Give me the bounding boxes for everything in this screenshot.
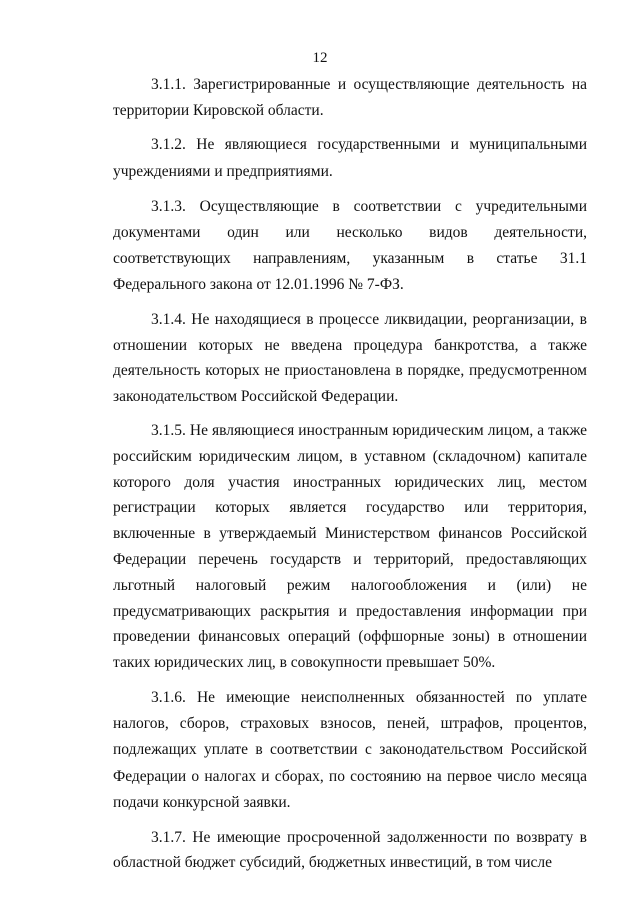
paragraph-3-1-5: 3.1.5. Не являющиеся иностранным юридическим лицом, а также российским юридическим лицом, в уставном (складочном) капитале которого доля участия иностранных юридических лиц, местом регистрации которых является государство или территория, включенные в утверждаемый Министерством финансов Российской Федерации перечень государств и территорий, предоставляющих льготный налоговый режим налогообложения и (или) не предусматривающих раскрытия и предоставления информации при проведении финансовых операций (оффшорные зоны) в отношении таких юридических лиц, в совокупности превышает 50%. (113, 422, 587, 672)
paragraph-3-1-7: 3.1.7. Не имеющие просроченной задолженности по возврату в областной бюджет субсидий, бюджетных инвестиций, в том числе (113, 828, 587, 872)
paragraph-3-1-1: 3.1.1. Зарегистрированные и осуществляющие деятельность на территории Кировской области. (113, 76, 587, 119)
page-number: 12 (312, 50, 328, 66)
paragraph-3-1-6: 3.1.6. Не имеющие неисполненных обязанностей по уплате налогов, сборов, страховых взносов, пеней, штрафов, процентов, подлежащих уплате в соответствии с законодательством Российской Федерации о налогах и сборах, по состоянию на первое число месяца подачи конкурсной заявки. (113, 688, 587, 811)
paragraph-3-1-2: 3.1.2. Не являющиеся государственными и муниципальными учреждениями и предприятиями. (113, 136, 587, 180)
paragraph-3-1-4: 3.1.4. Не находящиеся в процессе ликвидации, реорганизации, в отношении которых не введена процедура банкротства, а также деятельность которых не приостановлена в порядке, предусмотренном законодательством Российской Федерации. (113, 311, 587, 405)
paragraph-3-1-3: 3.1.3. Осуществляющие в соответствии с учредительными документами один или несколько видов деятельности, соответствующих направлениям, указанным в статье 31.1 Федерального закона от 12.01.1996 № 7-ФЗ. (113, 198, 587, 293)
document-body (113, 72, 587, 885)
